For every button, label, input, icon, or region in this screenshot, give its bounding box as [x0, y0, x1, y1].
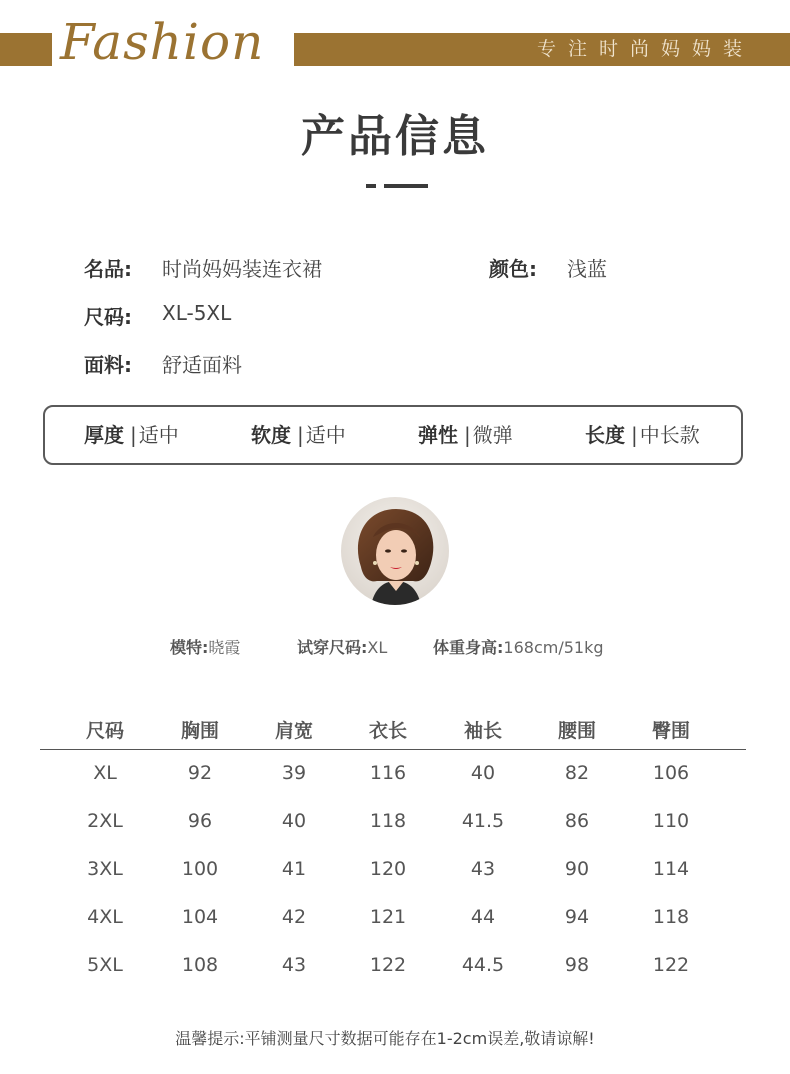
- attribute-elasticity: [418, 405, 513, 465]
- table-cell: 43: [470, 858, 496, 880]
- model-name-label: 模特:: [170, 638, 209, 657]
- attribute-value: 中长款: [639, 423, 700, 447]
- attribute-thickness: [84, 405, 179, 465]
- table-cell: 44.5: [461, 954, 505, 976]
- table-cell: 120: [369, 858, 407, 880]
- header-bar-left: [0, 33, 52, 66]
- table-cell: 118: [652, 906, 690, 928]
- table-cell: 122: [652, 954, 690, 976]
- table-header-cell: 胸围: [180, 720, 220, 742]
- fabric-value: 舒适面料: [162, 353, 242, 377]
- attribute-value: 适中: [138, 423, 179, 447]
- model-body: [433, 636, 604, 660]
- attribute-label: 厚度: [84, 423, 124, 447]
- model-size-label: 试穿尺码:: [297, 638, 368, 657]
- model-name-value: 晓霞: [208, 638, 241, 657]
- attribute-label: 弹性: [418, 423, 458, 447]
- table-cell: 5XL: [87, 954, 123, 976]
- table-row: [0, 906, 790, 932]
- table-header-cell: 肩宽: [274, 720, 314, 742]
- size-range-label: 尺码:: [84, 305, 132, 329]
- table-row: [0, 954, 790, 980]
- model-size-value: XL: [367, 638, 388, 657]
- table-header-cell: 腰围: [557, 720, 597, 742]
- product-name-label: 名品:: [84, 257, 132, 281]
- table-row: [0, 810, 790, 836]
- header-slogan: 专注时尚妈妈装: [536, 38, 754, 60]
- table-cell: 116: [369, 762, 407, 784]
- table-cell: 3XL: [87, 858, 123, 880]
- table-cell: 40: [470, 762, 496, 784]
- table-cell: 110: [652, 810, 690, 832]
- model-portrait-image: [341, 497, 449, 605]
- table-cell: 42: [281, 906, 307, 928]
- table-cell: 39: [281, 762, 307, 784]
- table-header-cell: 臀围: [651, 720, 691, 742]
- table-cell: 100: [181, 858, 219, 880]
- attribute-separator: |: [631, 423, 638, 447]
- attribute-length: [585, 405, 700, 465]
- model-avatar: [341, 497, 449, 605]
- table-cell: 2XL: [87, 810, 123, 832]
- table-cell: 108: [181, 954, 219, 976]
- table-row: [0, 858, 790, 884]
- table-header-cell: 衣长: [368, 720, 408, 742]
- color-label: 颜色:: [489, 257, 537, 281]
- table-cell: 41: [281, 858, 307, 880]
- attribute-value: 微弹: [472, 423, 513, 447]
- table-cell: 96: [187, 810, 213, 832]
- title-divider-long: [384, 184, 428, 188]
- table-cell: 114: [652, 858, 690, 880]
- table-cell: 122: [369, 954, 407, 976]
- table-cell: XL: [93, 762, 117, 784]
- table-cell: 4XL: [87, 906, 123, 928]
- attribute-label: 长度: [585, 423, 625, 447]
- table-header-rule: [40, 749, 746, 750]
- table-cell: 104: [181, 906, 219, 928]
- measurement-note: 温馨提示:平铺测量尺寸数据可能存在1-2cm误差,敬请谅解!: [175, 1029, 595, 1048]
- table-cell: 82: [564, 762, 590, 784]
- table-cell: 94: [564, 906, 590, 928]
- table-header-cell: 袖长: [463, 720, 503, 742]
- title-divider-short: [366, 184, 376, 188]
- model-body-label: 体重身高:: [433, 638, 504, 657]
- model-try-size: [297, 636, 387, 660]
- table-cell: 118: [369, 810, 407, 832]
- table-cell: 98: [564, 954, 590, 976]
- attribute-softness: [251, 405, 346, 465]
- model-name: [170, 636, 240, 660]
- table-cell: 44: [470, 906, 496, 928]
- model-body-value: 168cm/51kg: [503, 638, 604, 657]
- table-cell: 41.5: [461, 810, 505, 832]
- table-cell: 43: [281, 954, 307, 976]
- size-range-value: XL-5XL: [162, 301, 232, 325]
- table-row: [0, 762, 790, 788]
- attribute-value: 适中: [305, 423, 346, 447]
- page-title: 产品信息: [301, 111, 489, 162]
- table-cell: 121: [369, 906, 407, 928]
- table-cell: 92: [187, 762, 213, 784]
- table-cell: 86: [564, 810, 590, 832]
- table-cell: 40: [281, 810, 307, 832]
- table-cell: 90: [564, 858, 590, 880]
- color-value: 浅蓝: [567, 257, 607, 281]
- attribute-separator: |: [297, 423, 304, 447]
- attribute-label: 软度: [251, 423, 291, 447]
- fashion-logo: Fashion: [60, 13, 265, 71]
- fabric-label: 面料:: [84, 353, 132, 377]
- table-cell: 106: [652, 762, 690, 784]
- table-header-cell: 尺码: [85, 720, 125, 742]
- product-name-value: 时尚妈妈装连衣裙: [162, 257, 322, 281]
- attribute-separator: |: [464, 423, 471, 447]
- attribute-separator: |: [130, 423, 137, 447]
